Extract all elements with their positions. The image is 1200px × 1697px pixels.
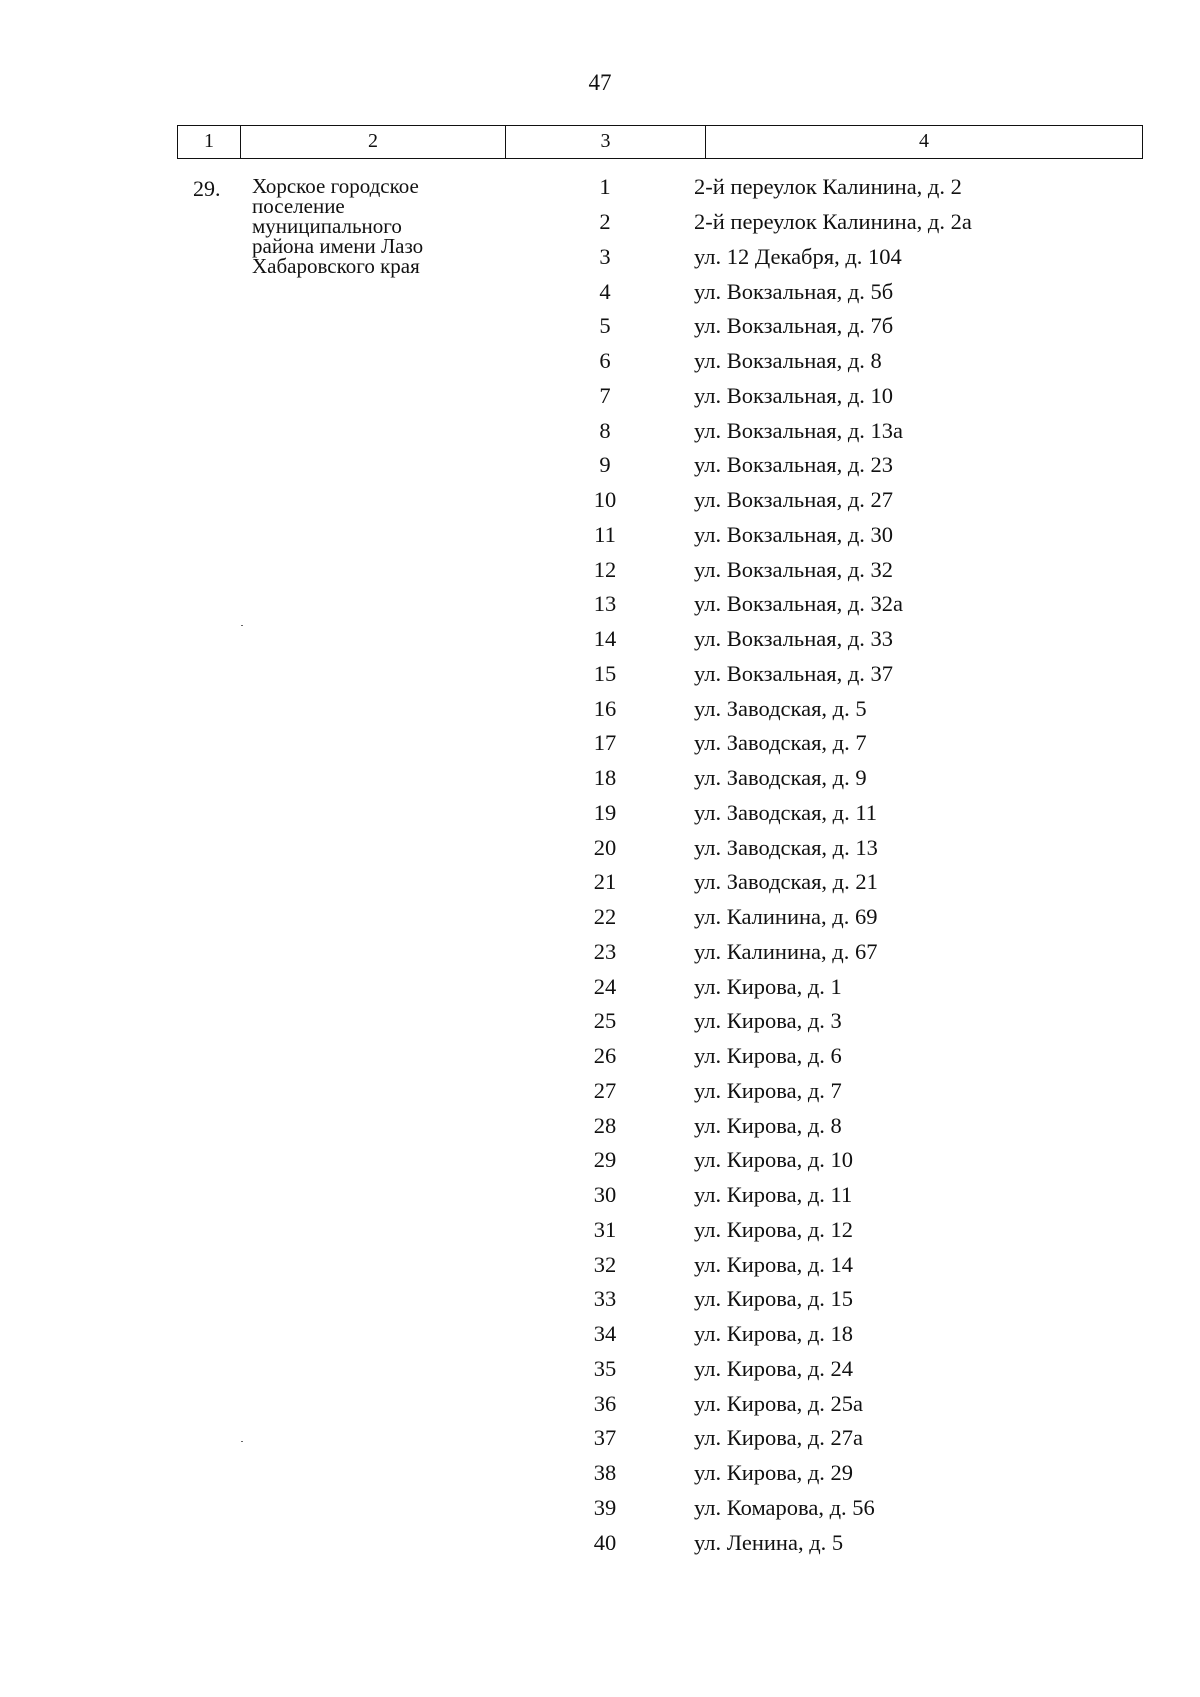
table-row bbox=[560, 309, 1160, 344]
row-address: ул. Кирова, д. 10 bbox=[694, 1147, 854, 1173]
table-row bbox=[560, 1525, 1160, 1560]
table-row bbox=[560, 344, 1160, 379]
table-header-row bbox=[177, 125, 1143, 159]
table-row bbox=[560, 1386, 1160, 1421]
row-number: 9 bbox=[599, 452, 611, 478]
entry-name-line: Хорское городское bbox=[252, 174, 419, 198]
table-row bbox=[560, 1317, 1160, 1352]
table-row bbox=[560, 518, 1160, 553]
row-address: ул. Вокзальная, д. 32 bbox=[694, 556, 894, 582]
row-address: ул. Заводская, д. 7 bbox=[694, 730, 867, 756]
table-row bbox=[560, 205, 1160, 240]
row-address: ул. Кирова, д. 3 bbox=[694, 1008, 842, 1034]
header-cell-2: 2 bbox=[241, 126, 506, 158]
row-address: ул. Заводская, д. 9 bbox=[694, 765, 867, 791]
row-number: 20 bbox=[593, 834, 617, 860]
row-number: 11 bbox=[594, 521, 616, 547]
table-row bbox=[560, 170, 1160, 205]
row-address: ул. Комарова, д. 56 bbox=[694, 1494, 875, 1520]
row-number: 7 bbox=[599, 382, 611, 408]
scan-speck bbox=[241, 625, 243, 626]
row-number: 30 bbox=[593, 1182, 617, 1208]
row-address: ул. Кирова, д. 27а bbox=[694, 1425, 864, 1451]
row-number: 4 bbox=[599, 278, 611, 304]
table-row bbox=[560, 1282, 1160, 1317]
table-row bbox=[560, 726, 1160, 761]
row-address: ул. Вокзальная, д. 27 bbox=[694, 487, 894, 513]
table-row bbox=[560, 274, 1160, 309]
row-number: 22 bbox=[593, 904, 617, 930]
row-address: ул. Калинина, д. 67 bbox=[694, 938, 878, 964]
row-number: 34 bbox=[593, 1321, 617, 1347]
row-address: ул. Кирова, д. 15 bbox=[694, 1286, 854, 1312]
row-number: 40 bbox=[593, 1529, 617, 1555]
row-address: ул. Кирова, д. 8 bbox=[694, 1112, 842, 1138]
row-number: 26 bbox=[593, 1043, 617, 1069]
table-row bbox=[560, 1213, 1160, 1248]
row-address: ул. Вокзальная, д. 10 bbox=[694, 382, 894, 408]
row-address: ул. Вокзальная, д. 23 bbox=[694, 452, 894, 478]
table-row bbox=[560, 1456, 1160, 1491]
row-number: 21 bbox=[593, 869, 617, 895]
row-number: 35 bbox=[593, 1355, 617, 1381]
row-address: ул. Кирова, д. 24 bbox=[694, 1355, 854, 1381]
entry-name-line: муниципального bbox=[252, 214, 402, 238]
row-address: ул. Вокзальная, д. 7б bbox=[694, 313, 894, 339]
row-number: 15 bbox=[593, 660, 617, 686]
header-cell-4: 4 bbox=[919, 130, 929, 152]
row-address: ул. Кирова, д. 25а bbox=[694, 1390, 864, 1416]
row-address: ул. Заводская, д. 13 bbox=[694, 834, 878, 860]
table-row bbox=[560, 413, 1160, 448]
header-cell-1: 1 bbox=[178, 126, 241, 158]
entry-name-line: района имени Лазо bbox=[252, 234, 424, 258]
row-number: 14 bbox=[593, 626, 617, 652]
row-number: 13 bbox=[593, 591, 617, 617]
row-address: ул. 12 Декабря, д. 104 bbox=[694, 243, 902, 269]
row-number: 33 bbox=[593, 1286, 617, 1312]
row-number: 1 bbox=[599, 174, 611, 200]
row-number: 19 bbox=[593, 799, 617, 825]
row-number: 12 bbox=[593, 556, 617, 582]
row-address: ул. Заводская, д. 5 bbox=[694, 695, 867, 721]
row-number: 25 bbox=[593, 1008, 617, 1034]
row-address: ул. Кирова, д. 18 bbox=[694, 1321, 854, 1347]
table-row bbox=[560, 1143, 1160, 1178]
row-number: 2 bbox=[599, 209, 611, 235]
entry-number: 29. bbox=[193, 176, 221, 201]
table-row bbox=[560, 552, 1160, 587]
row-number: 18 bbox=[593, 765, 617, 791]
row-address: ул. Калинина, д. 69 bbox=[694, 904, 878, 930]
row-address: ул. Вокзальная, д. 13а bbox=[694, 417, 904, 443]
row-address: ул. Вокзальная, д. 5б bbox=[694, 278, 894, 304]
table-row bbox=[560, 483, 1160, 518]
address-list bbox=[560, 170, 1160, 1560]
row-address: 2-й переулок Калинина, д. 2а bbox=[694, 209, 972, 235]
header-cell-3: 3 bbox=[506, 126, 706, 158]
row-number: 39 bbox=[593, 1494, 617, 1520]
row-number: 24 bbox=[593, 973, 617, 999]
row-address: ул. Кирова, д. 7 bbox=[694, 1077, 842, 1103]
table-row bbox=[560, 761, 1160, 796]
row-number: 17 bbox=[593, 730, 617, 756]
table-row bbox=[560, 587, 1160, 622]
table-row bbox=[560, 379, 1160, 414]
row-address: ул. Кирова, д. 14 bbox=[694, 1251, 854, 1277]
row-number: 31 bbox=[593, 1216, 617, 1242]
row-number: 27 bbox=[593, 1077, 617, 1103]
row-number: 3 bbox=[599, 243, 611, 269]
row-number: 23 bbox=[593, 938, 617, 964]
entry-name-line: поселение bbox=[252, 194, 345, 218]
row-address: ул. Заводская, д. 11 bbox=[694, 799, 878, 825]
row-address: ул. Кирова, д. 11 bbox=[694, 1182, 853, 1208]
row-address: ул. Вокзальная, д. 37 bbox=[694, 660, 894, 686]
row-number: 6 bbox=[599, 348, 611, 374]
scan-speck bbox=[241, 1441, 243, 1442]
row-number: 10 bbox=[593, 487, 617, 513]
row-number: 29 bbox=[593, 1147, 617, 1173]
table-row bbox=[560, 1039, 1160, 1074]
row-address: ул. Кирова, д. 6 bbox=[694, 1043, 842, 1069]
row-address: ул. Вокзальная, д. 33 bbox=[694, 626, 894, 652]
row-address: 2-й переулок Калинина, д. 2 bbox=[694, 174, 962, 200]
row-address: ул. Кирова, д. 1 bbox=[694, 973, 842, 999]
table-row bbox=[560, 1074, 1160, 1109]
table-row bbox=[560, 622, 1160, 657]
table-row bbox=[560, 240, 1160, 275]
table-row bbox=[560, 830, 1160, 865]
row-address: ул. Кирова, д. 12 bbox=[694, 1216, 854, 1242]
row-number: 37 bbox=[593, 1425, 617, 1451]
row-number: 8 bbox=[599, 417, 611, 443]
table-row bbox=[560, 1178, 1160, 1213]
row-number: 36 bbox=[593, 1390, 617, 1416]
table-row bbox=[560, 796, 1160, 831]
row-address: ул. Заводская, д. 21 bbox=[694, 869, 878, 895]
row-address: ул. Кирова, д. 29 bbox=[694, 1460, 854, 1486]
row-address: ул. Вокзальная, д. 30 bbox=[694, 521, 894, 547]
row-number: 28 bbox=[593, 1112, 617, 1138]
table-row bbox=[560, 1247, 1160, 1282]
table-row bbox=[560, 865, 1160, 900]
row-number: 16 bbox=[593, 695, 617, 721]
table-row bbox=[560, 1108, 1160, 1143]
row-address: ул. Вокзальная, д. 8 bbox=[694, 348, 882, 374]
table-row bbox=[560, 1421, 1160, 1456]
page-number: 47 bbox=[588, 70, 612, 95]
table-row bbox=[560, 448, 1160, 483]
row-number: 5 bbox=[599, 313, 611, 339]
table-row bbox=[560, 969, 1160, 1004]
table-row bbox=[560, 1352, 1160, 1387]
row-number: 38 bbox=[593, 1460, 617, 1486]
table-row bbox=[560, 691, 1160, 726]
table-row bbox=[560, 1004, 1160, 1039]
table-row bbox=[560, 900, 1160, 935]
entry-name-line: Хабаровского края bbox=[252, 254, 420, 278]
row-address: ул. Вокзальная, д. 32а bbox=[694, 591, 904, 617]
row-number: 32 bbox=[593, 1251, 617, 1277]
table-row bbox=[560, 657, 1160, 692]
table-row bbox=[560, 1491, 1160, 1526]
row-address: ул. Ленина, д. 5 bbox=[694, 1529, 844, 1555]
entry-name bbox=[252, 176, 512, 276]
table-row bbox=[560, 935, 1160, 970]
